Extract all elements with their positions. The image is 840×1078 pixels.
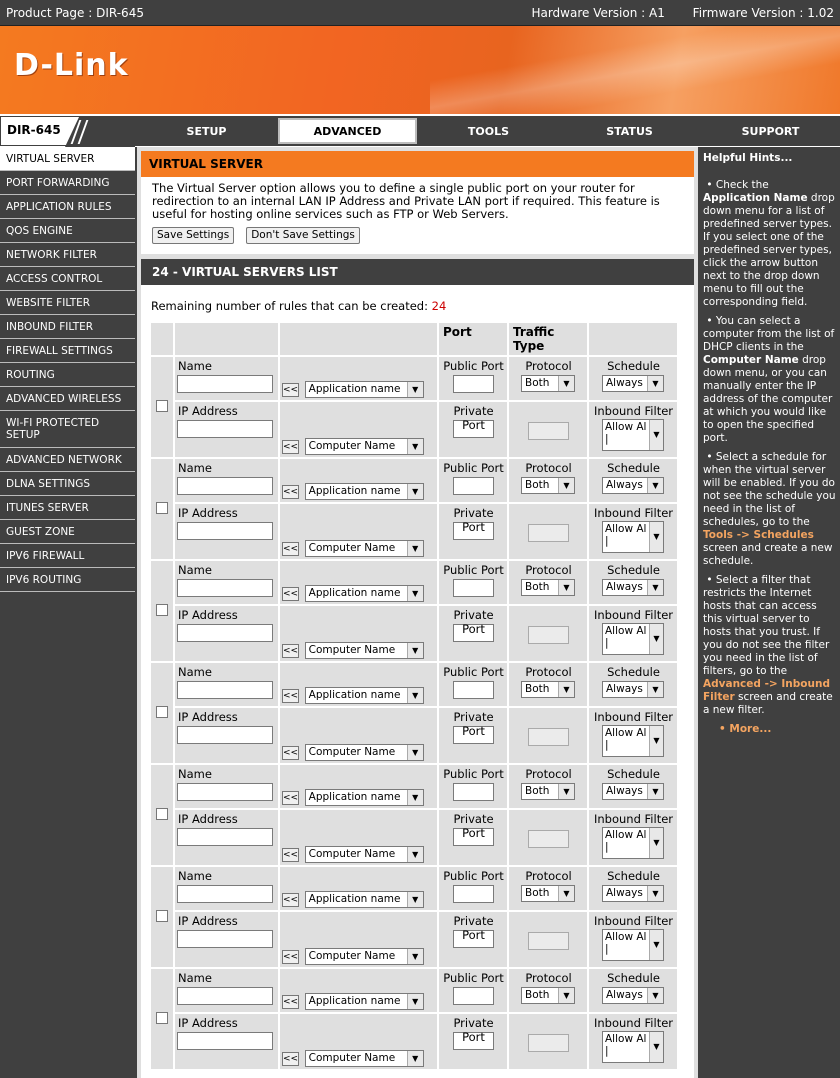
private-port-label: Private Port [453,914,494,942]
rule-enable-cell [151,561,173,661]
protocol-select[interactable]: Both ▼ [521,783,575,800]
dlink-logo: D-Link [14,48,129,83]
chevron-down-icon: ▼ [407,745,423,760]
protocol-select[interactable]: Both ▼ [521,375,575,392]
schedule-label: Schedule [607,359,660,373]
sidebar-item-firewall-settings[interactable]: FIREWALL SETTINGS [0,339,135,363]
sidebar-item-wifi-protected-setup[interactable]: WI-FI PROTECTED SETUP [0,411,135,448]
computer-name-select[interactable]: Computer Name ▼ [305,642,424,659]
public-port-input[interactable] [453,681,494,699]
traffic-type-header: Traffic Type [509,323,587,355]
more-link[interactable]: • More... [719,723,772,735]
chevron-down-icon: ▼ [649,624,663,654]
ip-address-label: IP Address [178,914,238,928]
name-input[interactable] [177,477,273,495]
name-input[interactable] [177,987,273,1005]
virtual-servers-list-title: 24 - VIRTUAL SERVERS LIST [141,259,694,285]
sidebar-item-website-filter[interactable]: WEBSITE FILTER [0,291,135,315]
hint-inbound-filter: • Select a filter that restricts the Internet hosts that can access this virtual server to hosts that you trust. If you do not see the filter you need in the list of filters, go to the Advanced -> Inbound Filter screen and create a new filter. [703,574,833,716]
protocol-number-input [528,728,569,746]
fill-from-computer-button[interactable]: << [283,951,299,962]
rule-enable-checkbox[interactable] [156,604,168,616]
sidebar-item-ipv6-routing[interactable]: IPV6 ROUTING [0,568,135,592]
chevron-down-icon: ▼ [647,478,663,493]
chevron-down-icon: ▼ [407,643,423,658]
protocol-select[interactable]: Both ▼ [521,885,575,902]
product-page-label: Product Page : DIR-645 [6,5,144,20]
chevron-down-icon: ▼ [407,439,423,454]
sidebar-item-dlna-settings[interactable]: DLNA SETTINGS [0,472,135,496]
fill-from-application-button[interactable]: << [283,384,299,395]
tab-tools[interactable]: TOOLS [419,116,558,146]
name-label: Name [178,971,212,985]
protocol-number-input [528,830,569,848]
schedule-select[interactable]: Always ▼ [602,885,664,902]
protocol-number-input [528,1034,569,1052]
schedule-label: Schedule [607,461,660,475]
name-label: Name [178,563,212,577]
fill-from-application-button[interactable]: << [283,996,299,1007]
chevron-down-icon: ▼ [407,382,423,397]
fill-from-application-button[interactable]: << [283,588,299,599]
public-port-label: Public Port [443,359,504,373]
private-port-label: Private Port [453,404,494,432]
firmware-version: Firmware Version : 1.02 [692,5,834,20]
protocol-label: Protocol [525,359,572,373]
inbound-filter-label: Inbound Filter [593,608,674,622]
ip-address-label: IP Address [178,506,238,520]
rule-enable-checkbox[interactable] [156,808,168,820]
private-port-label: Private Port [453,710,494,738]
application-name-select[interactable]: Application name ▼ [305,891,424,908]
sidebar-item-application-rules[interactable]: APPLICATION RULES [0,195,135,219]
inbound-filter-label: Inbound Filter [593,506,674,520]
protocol-number-input [528,626,569,644]
sidebar-item-virtual-server[interactable]: VIRTUAL SERVER [0,147,135,171]
ip-address-input[interactable] [177,930,273,948]
tab-advanced[interactable]: ADVANCED [278,118,417,144]
protocol-label: Protocol [525,461,572,475]
name-label: Name [178,869,212,883]
tab-setup[interactable]: SETUP [137,116,276,146]
inbound-filter-select[interactable]: Allow Al | ▼ [602,827,664,859]
chevron-down-icon: ▼ [558,784,574,799]
virtual-servers-table [149,321,679,1071]
chevron-down-icon: ▼ [407,688,423,703]
name-input[interactable] [177,885,273,903]
name-input[interactable] [177,681,273,699]
inbound-filter-label: Inbound Filter [593,812,674,826]
tab-status[interactable]: STATUS [560,116,699,146]
public-port-input[interactable] [453,783,494,801]
protocol-label: Protocol [525,869,572,883]
brand-banner [0,26,840,116]
content-area [137,147,698,1078]
public-port-input[interactable] [453,375,494,393]
hardware-version: Hardware Version : A1 [531,5,665,20]
top-info-bar [0,0,840,26]
port-header: Port [439,323,507,355]
computer-name-select[interactable]: Computer Name ▼ [305,438,424,455]
schedule-label: Schedule [607,869,660,883]
chevron-down-icon: ▼ [647,988,663,1003]
rule-enable-cell [151,357,173,457]
schedule-select[interactable]: Always ▼ [602,783,664,800]
sidebar-item-network-filter[interactable]: NETWORK FILTER [0,243,135,267]
inbound-filter-select[interactable]: Allow Al | ▼ [602,929,664,961]
protocol-label: Protocol [525,665,572,679]
sidebar-item-port-forwarding[interactable]: PORT FORWARDING [0,171,135,195]
remaining-rules-label: Remaining number of rules that can be created: [151,299,428,313]
protocol-select[interactable]: Both ▼ [521,987,575,1004]
schedule-select[interactable]: Always ▼ [602,987,664,1004]
ip-address-label: IP Address [178,812,238,826]
fill-from-computer-button[interactable]: << [283,1053,299,1064]
application-name-select[interactable]: Application name ▼ [305,381,424,398]
protocol-label: Protocol [525,767,572,781]
virtual-servers-list [141,285,694,1078]
public-port-label: Public Port [443,563,504,577]
fill-from-application-button[interactable]: << [283,894,299,905]
ip-address-input[interactable] [177,828,273,846]
chevron-down-icon: ▼ [407,484,423,499]
public-port-label: Public Port [443,767,504,781]
chevron-down-icon: ▼ [647,784,663,799]
ip-address-label: IP Address [178,710,238,724]
hint-computer-name: • You can select a computer from the list of DHCP clients in the Computer Name drop down menu, or you can manually enter the IP address of the computer at which you would like to open the specified port. [703,315,835,444]
computer-name-select[interactable]: Computer Name ▼ [305,744,424,761]
rule-enable-cell [151,459,173,559]
rule-enable-checkbox[interactable] [156,400,168,412]
protocol-select[interactable]: Both ▼ [521,477,575,494]
chevron-down-icon: ▼ [649,828,663,858]
schedule-select[interactable]: Always ▼ [602,375,664,392]
page-title: VIRTUAL SERVER [141,151,694,177]
rule-enable-cell [151,765,173,865]
protocol-select[interactable]: Both ▼ [521,681,575,698]
chevron-down-icon: ▼ [558,376,574,391]
public-port-label: Public Port [443,461,504,475]
hints-title: Helpful Hints... [703,152,793,164]
chevron-down-icon: ▼ [407,586,423,601]
application-name-select[interactable]: Application name ▼ [305,789,424,806]
rule-enable-checkbox[interactable] [156,706,168,718]
sidebar-item-routing[interactable]: ROUTING [0,363,135,387]
model-badge [0,116,135,146]
name-label: Name [178,461,212,475]
sidebar-item-advanced-network[interactable]: ADVANCED NETWORK [0,448,135,472]
name-label: Name [178,665,212,679]
chevron-down-icon: ▼ [558,682,574,697]
model-name: DIR-645 [7,123,61,137]
rule-enable-cell [151,663,173,763]
inbound-filter-select[interactable]: Allow Al | ▼ [602,725,664,757]
name-input[interactable] [177,783,273,801]
chevron-down-icon: ▼ [558,478,574,493]
chevron-down-icon: ▼ [649,726,663,756]
inbound-filter-select[interactable]: Allow Al | ▼ [602,419,664,451]
inbound-filter-select[interactable]: Allow Al | ▼ [602,1031,664,1063]
schedule-select[interactable]: Always ▼ [602,477,664,494]
name-label: Name [178,359,212,373]
computer-name-select[interactable]: Computer Name ▼ [305,540,424,557]
public-port-input[interactable] [453,987,494,1005]
chevron-down-icon: ▼ [407,541,423,556]
remaining-rules-count: 24 [431,299,447,313]
save-settings-button[interactable]: Save Settings [152,227,234,244]
computer-name-select[interactable]: Computer Name ▼ [305,948,424,965]
chevron-down-icon: ▼ [649,522,663,552]
public-port-label: Public Port [443,869,504,883]
chevron-down-icon: ▼ [647,682,663,697]
page-description: The Virtual Server option allows you to define a single public port on your router for redirection to an internal LAN IP Address and Private LAN port if required. This feature is useful for hosting online services such as FTP or Web Servers. [152,181,660,221]
public-port-label: Public Port [443,971,504,985]
inbound-filter-select[interactable]: Allow Al | ▼ [602,521,664,553]
fill-from-computer-button[interactable]: << [283,645,299,656]
ip-address-label: IP Address [178,608,238,622]
ip-address-input[interactable] [177,624,273,642]
sidebar-item-qos-engine[interactable]: QOS ENGINE [0,219,135,243]
chevron-down-icon: ▼ [647,376,663,391]
fill-from-computer-button[interactable]: << [283,543,299,554]
chevron-down-icon: ▼ [407,1051,423,1066]
sidebar-item-inbound-filter[interactable]: INBOUND FILTER [0,315,135,339]
chevron-down-icon: ▼ [407,790,423,805]
virtual-server-panel [141,151,694,254]
inbound-filter-label: Inbound Filter [593,404,674,418]
tools-schedules-link[interactable]: Tools -> Schedules [703,529,814,541]
schedule-select[interactable]: Always ▼ [602,579,664,596]
protocol-label: Protocol [525,563,572,577]
application-name-select[interactable]: Application name ▼ [305,585,424,602]
ip-address-input[interactable] [177,522,273,540]
protocol-label: Protocol [525,971,572,985]
sidebar-item-ipv6-firewall[interactable]: IPV6 FIREWALL [0,544,135,568]
chevron-down-icon: ▼ [647,580,663,595]
protocol-number-input [528,932,569,950]
application-name-select[interactable]: Application name ▼ [305,687,424,704]
inbound-filter-select[interactable]: Allow Al | ▼ [602,623,664,655]
advanced-inbound-filter-link[interactable]: Advanced -> Inbound Filter [703,678,830,703]
name-input[interactable] [177,375,273,393]
chevron-down-icon: ▼ [407,847,423,862]
fill-from-application-button[interactable]: << [283,486,299,497]
computer-name-select[interactable]: Computer Name ▼ [305,846,424,863]
schedule-select[interactable]: Always ▼ [602,681,664,698]
sidebar-item-itunes-server[interactable]: ITUNES SERVER [0,496,135,520]
fill-from-computer-button[interactable]: << [283,747,299,758]
rule-enable-cell [151,969,173,1069]
rule-enable-checkbox[interactable] [156,502,168,514]
public-port-input[interactable] [453,579,494,597]
private-port-label: Private Port [453,506,494,534]
protocol-select[interactable]: Both ▼ [521,579,575,596]
public-port-label: Public Port [443,665,504,679]
private-port-label: Private Port [453,608,494,636]
protocol-number-input [528,422,569,440]
sidebar-item-guest-zone[interactable]: GUEST ZONE [0,520,135,544]
chevron-down-icon: ▼ [649,1032,663,1062]
sidebar-item-access-control[interactable]: ACCESS CONTROL [0,267,135,291]
sidebar [0,147,135,592]
chevron-down-icon: ▼ [407,949,423,964]
inbound-filter-label: Inbound Filter [593,1016,674,1030]
application-name-select[interactable]: Application name ▼ [305,483,424,500]
chevron-down-icon: ▼ [649,930,663,960]
inbound-filter-label: Inbound Filter [593,710,674,724]
application-name-select[interactable]: Application name ▼ [305,993,424,1010]
remaining-rules [151,299,684,313]
fill-from-computer-button[interactable]: << [283,441,299,452]
fill-from-computer-button[interactable]: << [283,849,299,860]
rule-enable-cell [151,867,173,967]
ip-address-label: IP Address [178,404,238,418]
chevron-down-icon: ▼ [407,994,423,1009]
rule-enable-checkbox[interactable] [156,1012,168,1024]
private-port-label: Private Port [453,812,494,840]
schedule-label: Schedule [607,971,660,985]
fill-from-application-button[interactable]: << [283,792,299,803]
sidebar-item-advanced-wireless[interactable]: ADVANCED WIRELESS [0,387,135,411]
public-port-input[interactable] [453,477,494,495]
dont-save-settings-button[interactable]: Don't Save Settings [246,227,360,244]
fill-from-application-button[interactable]: << [283,690,299,701]
computer-name-select[interactable]: Computer Name ▼ [305,1050,424,1067]
ip-address-label: IP Address [178,1016,238,1030]
inbound-filter-label: Inbound Filter [593,914,674,928]
chevron-down-icon: ▼ [649,420,663,450]
hint-application-name: • Check the Application Name drop down menu for a list of predefined server types. If you select one of the predefined server types, click the arrow button next to the drop down menu to fill out the corresponding field. [703,179,835,308]
top-navigation [0,116,840,146]
helpful-hints [700,147,840,1078]
ip-address-input[interactable] [177,1032,273,1050]
hint-schedule: • Select a schedule for when the virtual server will be enabled. If you do not see the schedule you need in the list of schedules, go to the Tools -> Schedules screen and create a new schedule. [703,451,836,567]
schedule-label: Schedule [607,563,660,577]
ip-address-input[interactable] [177,726,273,744]
schedule-label: Schedule [607,665,660,679]
ip-address-input[interactable] [177,420,273,438]
name-input[interactable] [177,579,273,597]
tab-support[interactable]: SUPPORT [701,116,840,146]
private-port-label: Private Port [453,1016,494,1044]
protocol-number-input [528,524,569,542]
schedule-label: Schedule [607,767,660,781]
rule-enable-checkbox[interactable] [156,910,168,922]
public-port-input[interactable] [453,885,494,903]
chevron-down-icon: ▼ [647,886,663,901]
chevron-down-icon: ▼ [558,988,574,1003]
chevron-down-icon: ▼ [558,886,574,901]
chevron-down-icon: ▼ [407,892,423,907]
name-label: Name [178,767,212,781]
chevron-down-icon: ▼ [558,580,574,595]
